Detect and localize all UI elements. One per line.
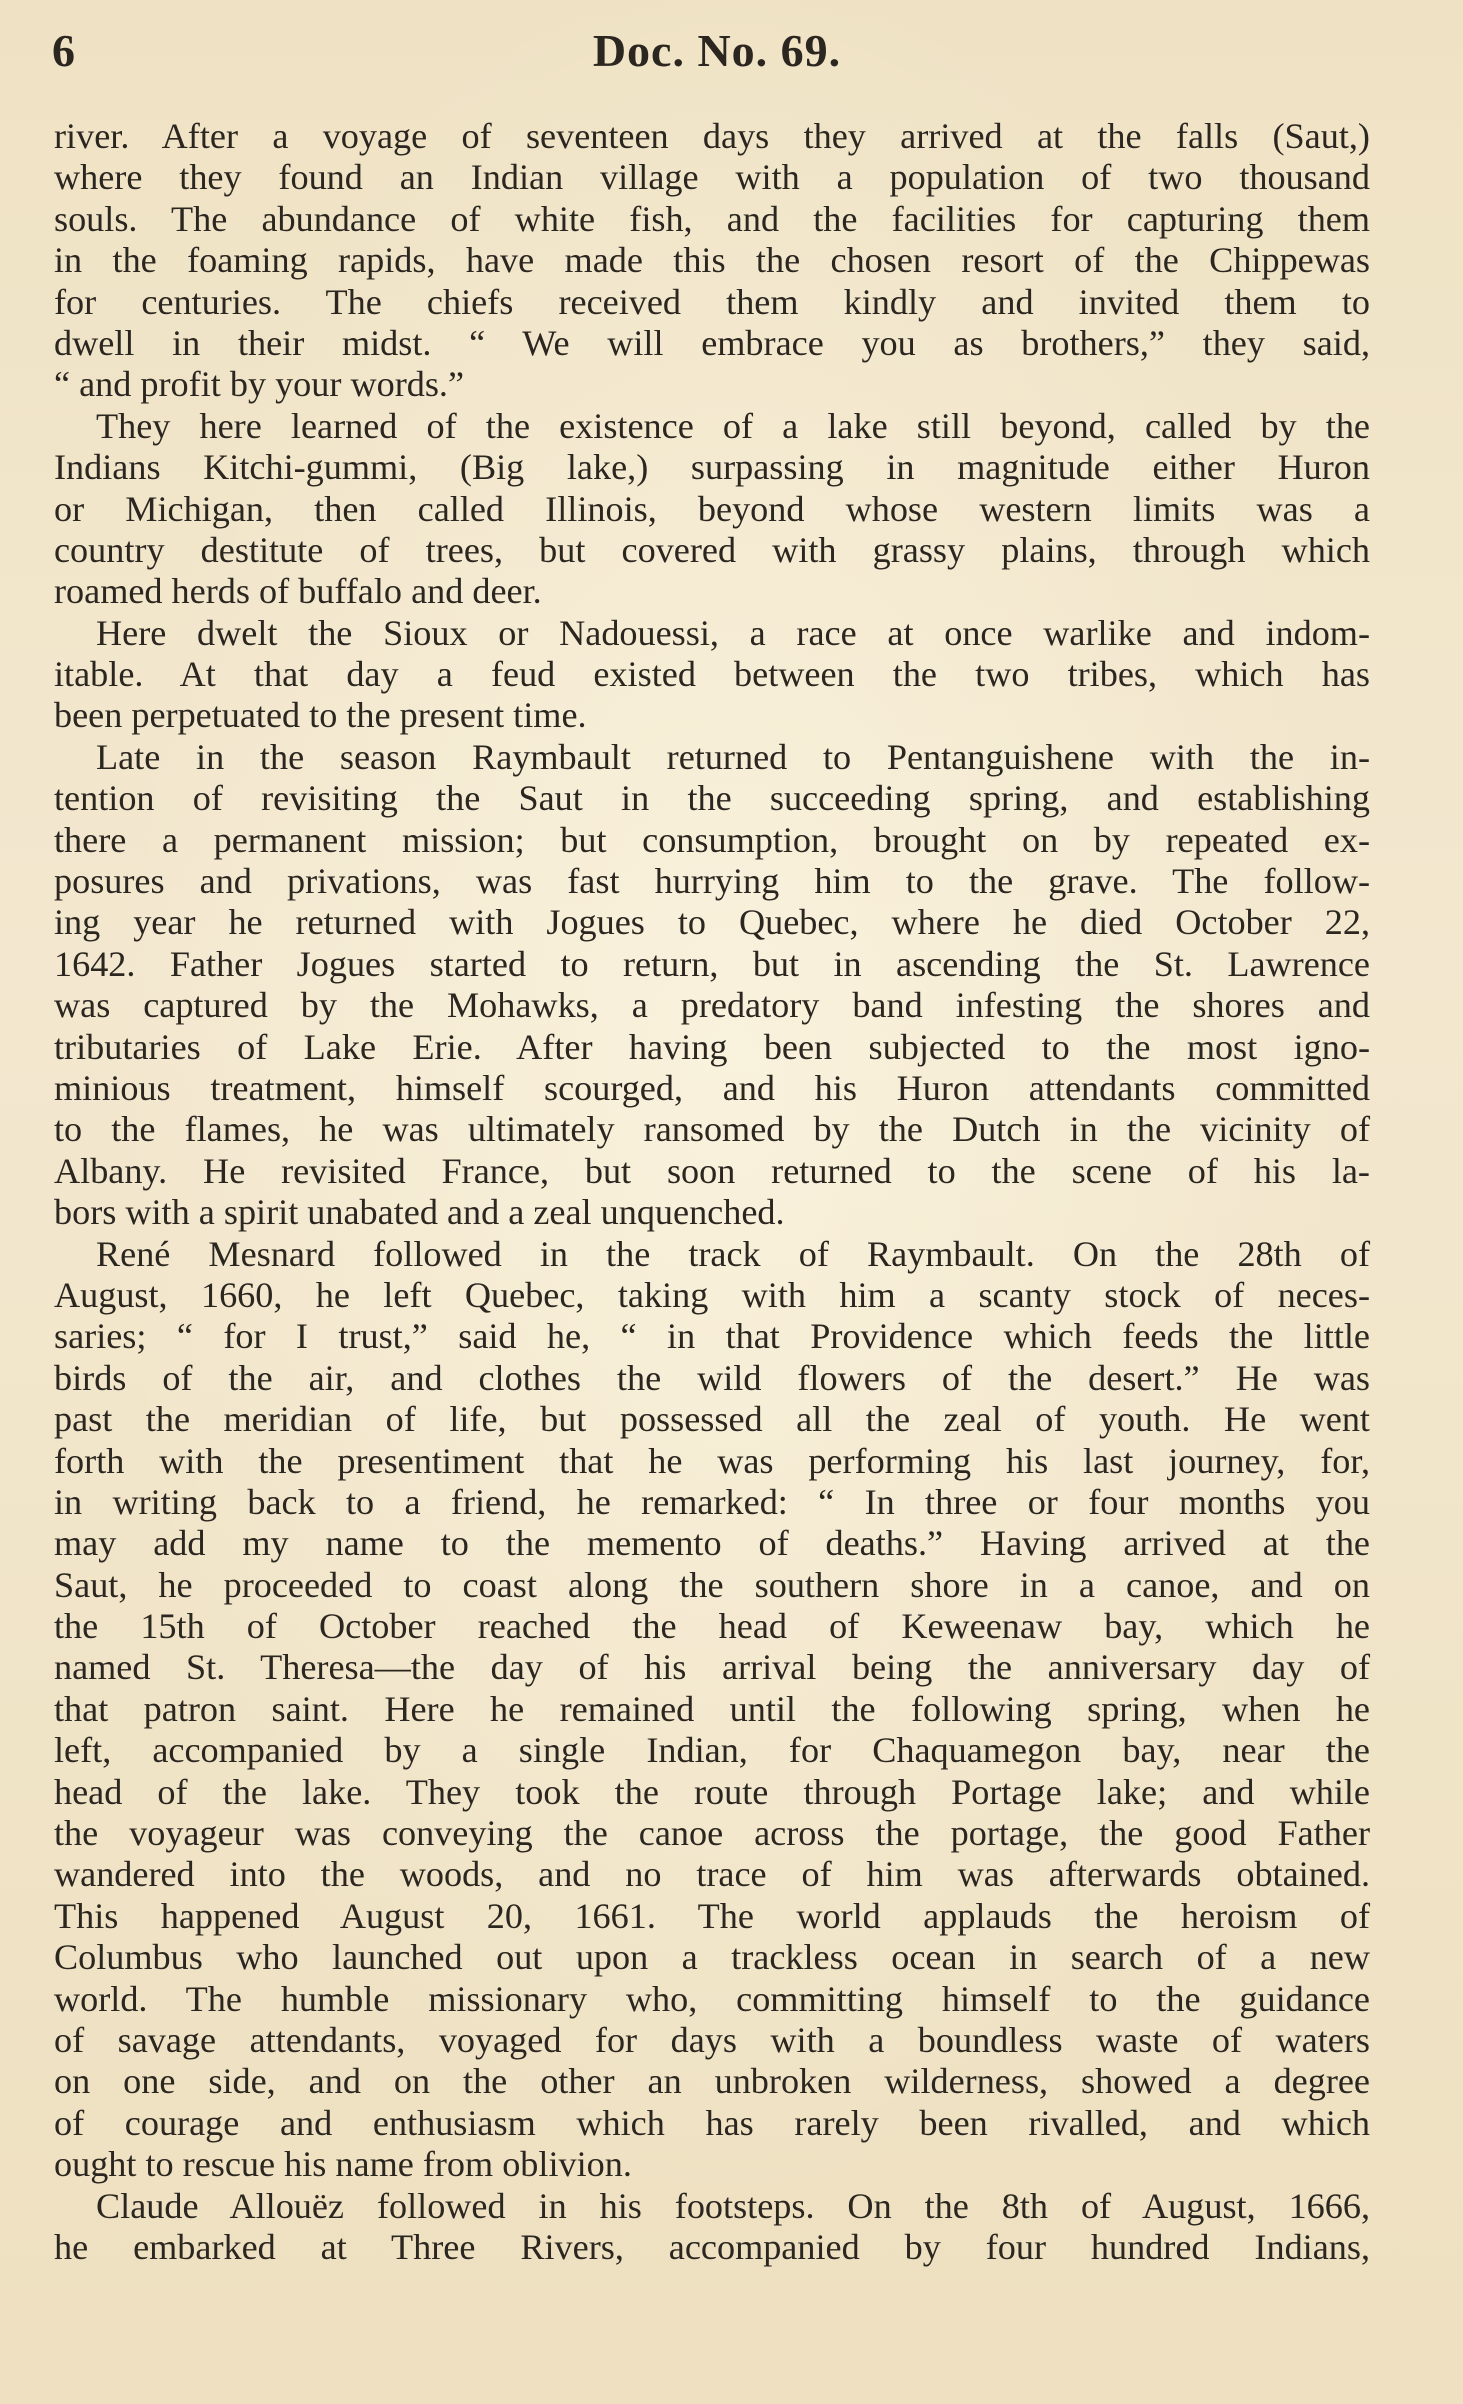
text-line: Here dwelt the Sioux or Nadouessi, a race at once warlike and indom-	[96, 612, 1370, 653]
text-line: August, 1660, he left Quebec, taking with him a scanty stock of neces-	[54, 1274, 1370, 1315]
body-text	[54, 116, 1370, 2268]
text-line: head of the lake. They took the route through Portage lake; and while	[54, 1771, 1370, 1812]
text-line: forth with the presentiment that he was performing his last journey, for,	[54, 1440, 1370, 1481]
text-line: saries; “ for I trust,” said he, “ in that Providence which feeds the little	[54, 1316, 1370, 1357]
text-line: may add my name to the memento of deaths.” Having arrived at the	[54, 1523, 1370, 1564]
text-line: Claude Allouëz followed in his footsteps. On the 8th of August, 1666,	[96, 2185, 1370, 2226]
text-line: or Michigan, then called Illinois, beyond whose western limits was a	[54, 488, 1370, 529]
text-line: This happened August 20, 1661. The world applauds the heroism of	[54, 1895, 1370, 1936]
paragraph	[54, 406, 1370, 613]
text-line: there a permanent mission; but consumption, brought on by repeated ex-	[54, 819, 1370, 860]
text-line: bors with a spirit unabated and a zeal unquenched.	[54, 1192, 785, 1233]
text-line: on one side, and on the other an unbroken wilderness, showed a degree	[54, 2061, 1370, 2102]
text-line: was captured by the Mohawks, a predatory band infesting the shores and	[54, 985, 1370, 1026]
text-line: They here learned of the existence of a lake still beyond, called by the	[96, 405, 1370, 446]
document-title: Doc. No. 69.	[592, 25, 842, 76]
text-line: of savage attendants, voyaged for days with a boundless waste of waters	[54, 2019, 1370, 2060]
page-header	[52, 20, 1382, 84]
page-number: 6	[52, 25, 76, 76]
text-line: ought to rescue his name from oblivion.	[54, 2144, 632, 2185]
text-line: Albany. He revisited France, but soon returned to the scene of his la-	[54, 1150, 1370, 1191]
text-line: named St. Theresa—the day of his arrival being the anniversary day of	[54, 1647, 1370, 1688]
text-line: where they found an Indian village with a population of two thousand	[54, 157, 1370, 198]
text-line: the 15th of October reached the head of Keweenaw bay, which he	[54, 1606, 1370, 1647]
text-line: for centuries. The chiefs received them kindly and invited them to	[54, 281, 1370, 322]
text-line: in writing back to a friend, he remarked: “ In three or four months you	[54, 1481, 1370, 1522]
text-line: Columbus who launched out upon a trackless ocean in search of a new	[54, 1937, 1370, 1978]
text-line: he embarked at Three Rivers, accompanied by four hundred Indians,	[54, 2226, 1370, 2267]
paragraph	[54, 116, 1370, 406]
text-line: souls. The abundance of white fish, and the facilities for capturing them	[54, 198, 1370, 239]
text-line: ing year he returned with Jogues to Quebec, where he died October 22,	[54, 902, 1370, 943]
text-line: René Mesnard followed in the track of Raymbault. On the 28th of	[96, 1233, 1370, 1274]
text-line: the voyageur was conveying the canoe across the portage, the good Father	[54, 1813, 1370, 1854]
text-line: wandered into the woods, and no trace of him was afterwards obtained.	[54, 1854, 1370, 1895]
text-line: minious treatment, himself scourged, and his Huron attendants committed	[54, 1067, 1370, 1108]
text-line: 1642. Father Jogues started to return, but in ascending the St. Lawrence	[54, 943, 1370, 984]
paragraph	[54, 2186, 1370, 2269]
text-line: Saut, he proceeded to coast along the southern shore in a canoe, and on	[54, 1564, 1370, 1605]
text-line: tention of revisiting the Saut in the succeeding spring, and establishing	[54, 778, 1370, 819]
text-line: to the flames, he was ultimately ransomed by the Dutch in the vicinity of	[54, 1109, 1370, 1150]
text-line: posures and privations, was fast hurrying him to the grave. The follow-	[54, 861, 1370, 902]
text-line: past the meridian of life, but possessed all the zeal of youth. He went	[54, 1399, 1370, 1440]
text-line: birds of the air, and clothes the wild flowers of the desert.” He was	[54, 1357, 1370, 1398]
text-line: been perpetuated to the present time.	[54, 695, 587, 736]
text-line: roamed herds of buffalo and deer.	[54, 571, 542, 612]
text-line: Late in the season Raymbault returned to Pentanguishene with the in-	[96, 736, 1370, 777]
text-line: of courage and enthusiasm which has rarely been rivalled, and which	[54, 2102, 1370, 2143]
text-line: in the foaming rapids, have made this the chosen resort of the Chippewas	[54, 240, 1370, 281]
text-line: country destitute of trees, but covered with grassy plains, through which	[54, 529, 1370, 570]
text-line: left, accompanied by a single Indian, for Chaquamegon bay, near the	[54, 1730, 1370, 1771]
text-line: world. The humble missionary who, committing himself to the guidance	[54, 1978, 1370, 2019]
text-line: itable. At that day a feud existed between the two tribes, which has	[54, 654, 1370, 695]
text-line: river. After a voyage of seventeen days they arrived at the falls (Saut,)	[54, 116, 1370, 156]
text-line: “ and profit by your words.”	[54, 364, 465, 405]
paragraph	[54, 737, 1370, 1234]
text-line: that patron saint. Here he remained until the following spring, when he	[54, 1688, 1370, 1729]
text-line: Indians Kitchi-gummi, (Big lake,) surpassing in magnitude either Huron	[54, 447, 1370, 488]
text-line: dwell in their midst. “ We will embrace you as brothers,” they said,	[54, 322, 1370, 363]
paragraph	[54, 1234, 1370, 2186]
paragraph	[54, 613, 1370, 737]
text-line: tributaries of Lake Erie. After having been subjected to the most igno-	[54, 1026, 1370, 1067]
